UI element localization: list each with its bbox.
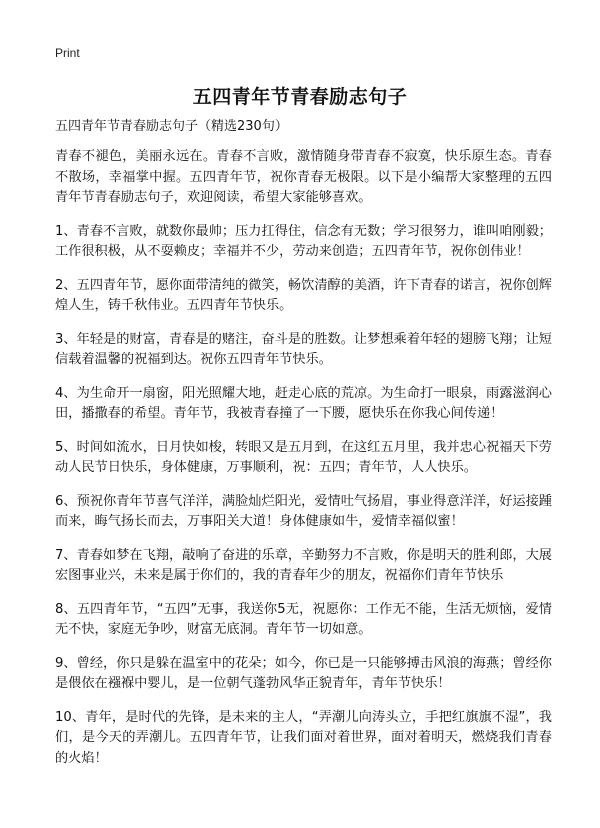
- quote-paragraph: 6、预祝你青年节喜气洋洋，满脸灿烂阳光，爱情吐气扬眉，事业得意洋洋，好运接踵而来，晦气扬长而去，万事阳关大道！身体健康如牛，爱情幸福似蜜！: [55, 493, 552, 529]
- quote-paragraph: 5、时间如流水，日月快如梭，转眼又是五月到，在这红五月里，我并忠心祝福天下劳动人民节日快乐，身体健康，万事顺利，祝：五四；青年节，人人快乐。: [55, 439, 552, 475]
- quote-paragraph: 9、曾经，你只是躲在温室中的花朵；如今，你已是一只能够搏击风浪的海燕；曾经你是偎依在襁褓中婴儿，是一位朝气蓬勃风华正貌青年，青年节快乐！: [55, 655, 552, 691]
- print-link[interactable]: Print: [55, 46, 80, 60]
- quote-paragraph: 1、青春不言败，就数你最帅；压力扛得住，信念有无数；学习很努力，谁叫咱刚毅；工作很积极，从不耍赖皮；幸福并不少，劳动来创造；五四青年节，祝你创伟业！: [55, 223, 552, 259]
- quote-paragraph: 8、五四青年节，“五四”无事，我送你5无，祝愿你：工作无不能，生活无烦恼，爱情无不快，家庭无争吵，财富无底洞。青年节一切如意。: [55, 601, 552, 637]
- quote-paragraph: 2、五四青年节，愿你面带清纯的微笑，畅饮清醇的美酒，许下青春的诺言，祝你创辉煌人生，铸千秋伟业。五四青年节快乐。: [55, 277, 552, 313]
- quote-paragraph: 3、年轻是的财富，青春是的赌注，奋斗是的胜数。让梦想乘着年轻的翅膀飞翔；让短信载着温馨的祝福到达。祝你五四青年节快乐。: [55, 331, 552, 367]
- page-title: 五四青年节青春励志句子: [192, 86, 408, 108]
- article-subtitle: 五四青年节青春励志句子（精选230句）: [55, 119, 288, 134]
- quote-paragraph: 7、青春如梦在飞翔，敲响了奋进的乐章，辛勤努力不言败，你是明天的胜利郎，大展宏图事业兴，未来是属于你们的，我的青春年少的朋友，祝福你们青年节快乐: [55, 547, 552, 583]
- quote-paragraph: 10、青年，是时代的先锋，是未来的主人，“弄潮儿向涛头立，手把红旗旗不湿”，我们，是今天的弄潮儿。五四青年节，让我们面对着世界，面对着明天，燃烧我们青春的火焰！: [55, 709, 552, 766]
- quote-paragraph: 4、为生命开一扇窗，阳光照耀大地，赶走心底的荒凉。为生命打一眼泉，雨露滋润心田，播撒春的希望。青年节，我被青春撞了一下腰，愿快乐在你我心间传递！: [55, 385, 552, 421]
- intro-paragraph: 青春不褪色，美丽永远在。青春不言败，激情随身带青春不寂寞，快乐原生态。青春不散场，幸福掌中握。五四青年节，祝你青春无极限。以下是小编帮大家整理的五四青年节青春励志句子，欢迎阅读，希望大家能够喜欢。: [55, 149, 552, 205]
- article-body: [55, 117, 552, 782]
